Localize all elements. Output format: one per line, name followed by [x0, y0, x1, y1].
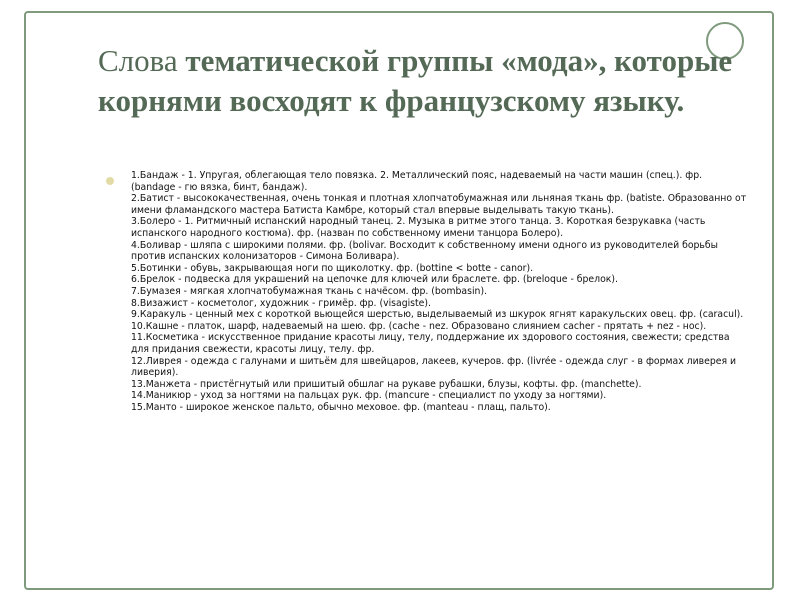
- entries-list: [131, 170, 749, 413]
- list-item: 7.Бумазея - мягкая хлопчатобумажная ткань с начёсом. фр. (bombasin).: [131, 285, 488, 297]
- list-item: 2.Батист - высококачественная, очень тонкая и плотная хлопчатобумажная или льняная ткань фр. (batiste. Образованно от имени фламандского мастера Батиста Камбре, который стал впервые выделывать такую ткань).: [131, 193, 747, 216]
- slide-frame: [24, 11, 774, 590]
- list-item: 12.Ливрея - одежда с галунами и шитьём для швейцаров, лакеев, кучеров. фр. (livrée - одежда слуг - в формах ливерея и ливерия).: [131, 355, 737, 379]
- slide-title-lead: Слова: [98, 43, 178, 78]
- list-item: 1.Бандаж - 1. Упругая, облегающая тело повязка. 2. Металлический пояс, надеваемый на части машин (спец.). фр. (bandage - гю вязка, бинт, бандаж).: [131, 170, 703, 193]
- list-item: 5.Ботинки - обувь, закрывающая ноги по щиколотку. фр. (bottine < botte - canor).: [131, 262, 534, 274]
- list-item: 14.Маникюр - уход за ногтями на пальцах рук. фр. (mancure - специалист по уходу за ногтями).: [131, 390, 607, 402]
- slide-title: [98, 41, 758, 121]
- list-item: 6.Брелок - подвеска для украшений на цепочке для ключей или браслете. фр. (breloque - брелок).: [131, 274, 618, 286]
- list-item: 13.Манжета - пристёгнутый или пришитый обшлаг на рукаве рубашки, блузы, кофты. фр. (manchette).: [131, 378, 642, 390]
- list-item: 9.Каракуль - ценный мех с короткой вьющейся шерстью, выделываемый из шкурок ягнят каракульских овец. фр. (caracul).: [131, 309, 744, 321]
- list-item: 4.Боливар - шляпа с широкими полями. фр. (bolivar. Восходит к собственному имени одного из руководителей борьбы против испанских колонизаторов - Симона Боливара).: [131, 239, 718, 263]
- list-item: 8.Визажист - косметолог, художник - гримёр. фр. (visagiste).: [131, 297, 431, 309]
- slide-title-rest: тематической группы «мода», которые корнями восходят к французскому языку.: [98, 43, 733, 118]
- list-item: 11.Косметика - искусственное придание красоты лицу, телу, поддержание их здорового состояния, свежести; средства для придания свежести, красоты лицу, телу. фр.: [131, 332, 730, 355]
- list-item: 3.Болеро - 1. Ритмичный испанский народный танец. 2. Музыка в ритме этого танца. 3. Короткая безрукавка (часть испанского народного костюма). фр. (назван по собственному имени танцора Болеро).: [131, 216, 706, 239]
- list-item: 10.Кашне - платок, шарф, надеваемый на шею. фр. (cache - nez. Образовано слиянием cacher - прятать + nez - нос).: [131, 320, 707, 332]
- bullet-dot-icon: [106, 177, 114, 185]
- list-item: 15.Манто - широкое женское пальто, обычно меховое. фр. (manteau - плащ, пальто).: [131, 401, 551, 413]
